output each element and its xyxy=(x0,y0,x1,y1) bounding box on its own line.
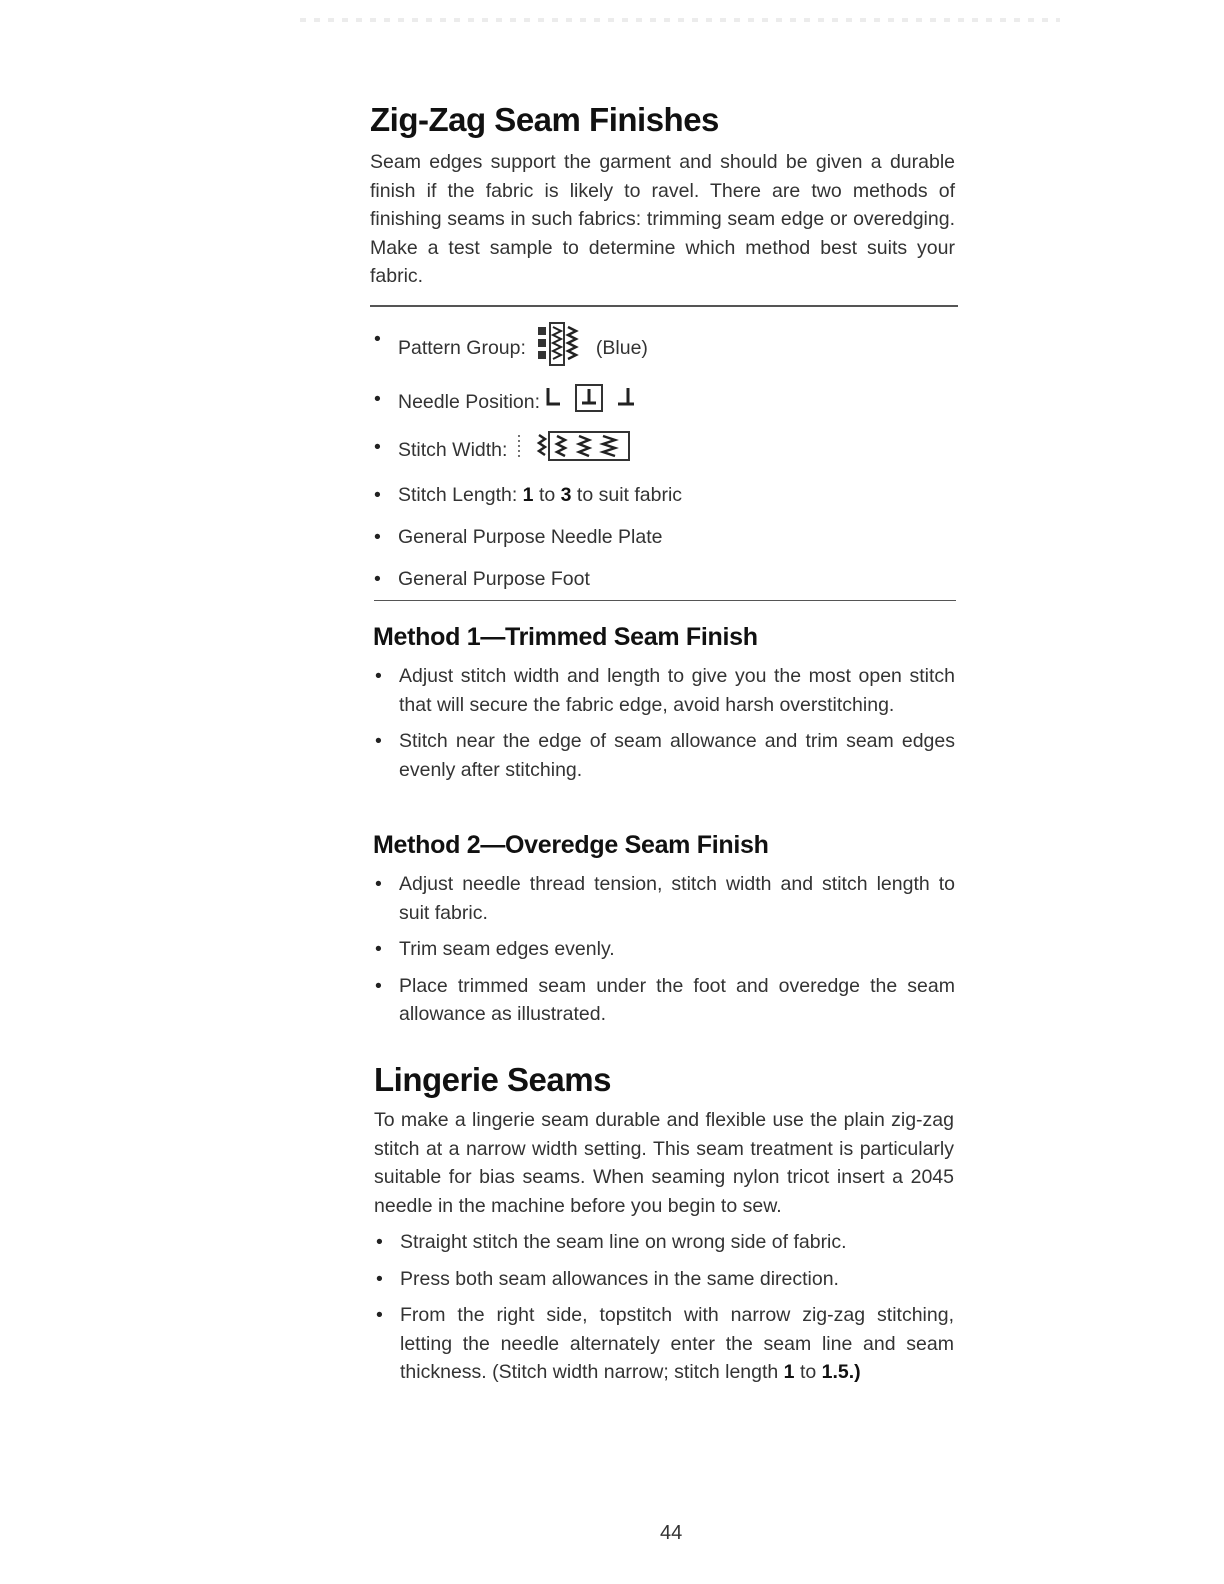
needle-position-left-icon xyxy=(542,384,564,421)
setting-foot xyxy=(372,565,957,593)
lingerie-bullet xyxy=(374,1301,954,1387)
method2-bullet: • Trim seam edges evenly. xyxy=(373,935,955,964)
lingerie-section xyxy=(374,1060,954,1387)
page-number: 44 xyxy=(660,1522,683,1544)
setting-stitch-length xyxy=(372,481,957,509)
stitch-length-from: 1 xyxy=(522,483,534,506)
stitch-length-suffix: to suit fabric xyxy=(576,483,683,506)
needle-position-label: • Needle Position: xyxy=(398,390,541,413)
needle-position-center-icon xyxy=(574,383,604,422)
lingerie-length-to: 1.5.) xyxy=(821,1361,861,1383)
method2-bullet: • Place trimmed seam under the foot and overedge the seam allowance as illustrated. xyxy=(373,972,955,1029)
stitch-length-label: • Stitch Length: xyxy=(398,483,518,506)
lingerie-length-from: 1 xyxy=(783,1361,795,1383)
setting-needle-plate xyxy=(372,523,957,551)
method2-section xyxy=(373,830,955,1029)
scan-artifact xyxy=(300,18,1060,22)
needle-plate-text: • General Purpose Needle Plate xyxy=(398,525,663,548)
method1-title: Method 1—Trimmed Seam Finish xyxy=(373,623,758,651)
divider-settings xyxy=(374,600,956,601)
needle-position-right-icon xyxy=(614,384,638,421)
setting-stitch-width xyxy=(372,433,957,467)
lingerie-bullet3-text: From the right side, topstitch with narrow zig-zag stitching, letting the needle alternately enter the seam line and seam thickness. (Stitch width narrow; stitch length xyxy=(400,1304,954,1383)
settings-list xyxy=(372,325,957,607)
method2-bullet: • Adjust needle thread tension, stitch width and stitch length to suit fabric. xyxy=(373,870,955,927)
stitch-length-to-word: to xyxy=(538,483,556,506)
method1-bullet: • Stitch near the edge of seam allowance and trim seam edges evenly after stitching. xyxy=(373,727,955,784)
zigzag-intro: Seam edges support the garment and should be given a durable finish if the fabric is likely to ravel. There are two methods of finishing seams in such fabrics: trimming seam edge or overedging. Make a test sample to determine which method best suits your fabric. xyxy=(370,151,955,287)
stitch-width-label: • Stitch Width: xyxy=(398,438,508,461)
method1-section xyxy=(373,622,955,784)
setting-pattern-group xyxy=(372,325,957,371)
lingerie-bullet: • Press both seam allowances in the same direction. xyxy=(374,1265,954,1294)
setting-needle-position xyxy=(372,385,957,419)
pattern-group-label: • Pattern Group: xyxy=(398,336,526,359)
method2-title: Method 2—Overedge Seam Finish xyxy=(373,831,769,859)
section-title-zigzag: Zig-Zag Seam Finishes xyxy=(370,101,719,138)
stitch-width-icon xyxy=(515,429,635,472)
divider-top xyxy=(370,305,958,307)
stitch-length-to: 3 xyxy=(560,483,572,506)
foot-text: • General Purpose Foot xyxy=(398,567,590,590)
zigzag-section xyxy=(370,100,955,291)
lingerie-intro: To make a lingerie seam durable and flexible use the plain zig-zag stitch at a narrow width setting. This seam treatment is particularly suitable for bias seams. When seaming nylon tricot insert a 2045 needle in the machine before you begin to sew. xyxy=(374,1109,954,1217)
lingerie-length-to-word: to xyxy=(799,1361,817,1383)
section-title-lingerie: Lingerie Seams xyxy=(374,1061,611,1098)
pattern-group-icon xyxy=(534,319,588,378)
method1-bullet: • Adjust stitch width and length to give you the most open stitch that will secure the fabric edge, avoid harsh overstitching. xyxy=(373,662,955,719)
lingerie-bullet: • Straight stitch the seam line on wrong side of fabric. xyxy=(374,1228,954,1257)
pattern-group-color: (Blue) xyxy=(595,336,648,359)
